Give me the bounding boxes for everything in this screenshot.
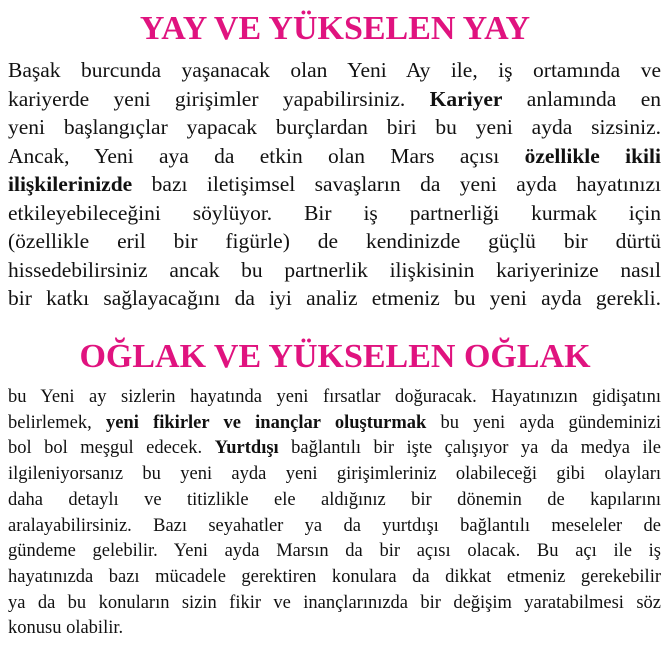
text-line: belirlemek, yeni fikirler ve inançlar oluşturmak bu yeni ayda gündeminizi [8, 412, 661, 433]
text-line: daha detaylı ve titizlikle ele aldığınız bir dönemin de kapılarını [8, 489, 661, 510]
text-line: ilişkilerinizde bazı iletişimsel savaşların da yeni ayda hayatınızı [8, 172, 661, 196]
section-paragraph-yay [8, 56, 661, 313]
section-paragraph-oglak [8, 385, 661, 642]
bold-keyword: Yurtdışı [214, 438, 279, 459]
text-line: bir katkı sağlayacağını da iyi analiz etmeniz bu yeni ayda gerekli. [8, 286, 661, 310]
bold-keyword: yeni fikirler ve inançlar oluşturmak [105, 412, 427, 433]
text-line: (özellikle eril bir figürle) de kendinizde güçlü bir dürtü [8, 229, 661, 253]
text-line: Başak burcunda yaşanacak olan Yeni Ay ile, iş ortamında ve [8, 58, 661, 82]
text-line: bol bol meşgul edecek. Yurtdışı bağlantılı bir işte çalışıyor ya da medya ile [8, 438, 661, 459]
text-line: aralayabilirsiniz. Bazı seyahatler ya da yurtdışı bağlantılı meseleler de [8, 515, 661, 536]
text-line: hissedebilirsiniz ancak bu partnerlik ilişkisinin kariyerinize nasıl [8, 257, 661, 282]
text-line: kariyerde yeni girişimler yapabilirsiniz. Kariyer anlamında en [8, 86, 661, 111]
text-line: gündeme gelebilir. Yeni ayda Marsın da bir açısı olacak. Bu açı ile iş [8, 541, 661, 562]
bold-keyword: özellikle ikili [524, 143, 661, 168]
text-line: Ancak, Yeni aya da etkin olan Mars açısı özellikle ikili [8, 143, 661, 168]
text-line: ilgileniyorsanız bu yeni ayda yeni girişimleriniz olabileceği gibi olayları [8, 464, 661, 485]
bold-keyword: Kariyer [429, 86, 503, 111]
section-heading-yay: YAY VE YÜKSELEN YAY [139, 10, 531, 47]
text-line: konusu olabilir. [8, 618, 124, 639]
text-line: etkileyebileceğini söylüyor. Bir iş partnerliği kurmak için [8, 200, 661, 225]
bold-keyword: ilişkilerinizde [8, 172, 133, 196]
section-heading-oglak: OĞLAK VE YÜKSELEN OĞLAK [79, 338, 591, 375]
text-line: ya da bu konuların sizin fikir ve inançlarınızda bir değişim yaratabilmesi söz [8, 592, 661, 613]
text-line: bu Yeni ay sizlerin hayatında yeni fırsatlar doğuracak. Hayatınızın gidişatını [8, 387, 661, 407]
text-line: hayatınızda bazı mücadele gerektiren konulara da dikkat etmeniz gerekebilir [8, 566, 661, 587]
text-line: yeni başlangıçlar yapacak burçlardan biri bu yeni ayda sizsiniz. [8, 115, 661, 139]
